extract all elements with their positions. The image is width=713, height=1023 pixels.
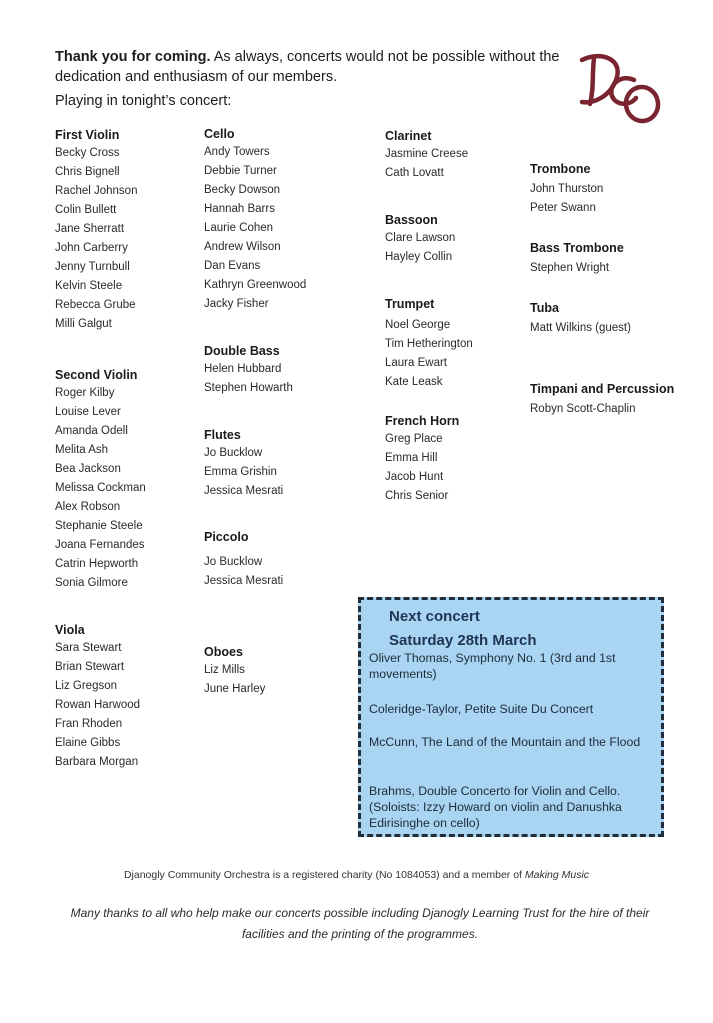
member-name: Colin Bullett [55,204,117,216]
section-title: Piccolo [204,530,249,544]
member-name: Alex Robson [55,501,121,513]
member-name: Chris Bignell [55,166,120,178]
section-second-violin [55,367,146,593]
member-name: Laurie Cohen [204,222,274,234]
member-name: Sara Stewart [55,642,122,654]
charity-text: Djanogly Community Orchestra is a registered charity (No 1084053) and a member of [123,869,525,881]
member-name: Rowan Harwood [55,699,141,711]
intro-text: As always, concerts would not be possible without the dedication and enthusiasm of our members. [55,49,560,85]
section-timpani-percussion [530,381,674,419]
member-name: Joana Fernandes [55,539,145,551]
member-name: Hannah Barrs [204,203,275,215]
member-name: Stephanie Steele [55,520,143,532]
dco-logo [572,44,664,126]
member-name: Kate Leask [385,376,443,388]
member-name: Jacky Fisher [204,298,269,310]
section-title: Second Violin [55,368,138,382]
section-first-violin [55,127,137,334]
member-name: Fran Rhoden [55,718,123,730]
member-name: Jenny Turnbull [55,261,130,273]
section-title: Viola [55,623,85,637]
member-name: Emma Hill [385,452,438,464]
intro-bold: Thank you for coming. [55,49,211,65]
member-name: Laura Ewart [385,357,448,369]
section-title: Bassoon [385,213,438,227]
member-name: Liz Mills [204,664,245,676]
member-name: Chris Senior [385,490,449,502]
making-music-text: Making Music [524,869,590,881]
member-name: Bea Jackson [55,463,121,475]
member-name: Becky Cross [55,147,120,159]
member-name: Jasmine Creese [385,148,469,160]
member-name: Sonia Gilmore [55,577,128,589]
section-title: Flutes [204,428,241,442]
member-name: Stephen Howarth [204,382,293,394]
member-name: Andrew Wilson [204,241,281,253]
member-name: Melita Ash [55,444,109,456]
member-name: Jacob Hunt [385,471,444,483]
programme-item: Brahms, Double Concerto for Violin and Cello. (Soloists: Izzy Howard on violin and Danushka Edirisinghe on cello) [369,784,622,830]
member-name: Milli Galgut [55,318,112,330]
section-flutes [204,427,283,501]
member-name: Helen Hubbard [204,363,282,375]
section-bass-trombone [530,240,624,278]
dco-logo-icon [572,44,664,126]
member-name: Greg Place [385,433,443,445]
member-name: Stephen Wright [530,262,610,274]
section-title: Timpani and Percussion [530,382,675,396]
member-name: Jo Bucklow [204,556,263,568]
section-double-bass [204,343,293,398]
member-name: Kelvin Steele [55,280,123,292]
member-name: John Thurston [530,183,604,195]
section-title: Trumpet [385,297,435,311]
section-french-horn [385,413,459,506]
section-viola [55,622,140,772]
section-title: Double Bass [204,344,280,358]
member-name: Emma Grishin [204,466,277,478]
member-name: June Harley [204,683,266,695]
member-name: Noel George [385,319,451,331]
member-name: Elaine Gibbs [55,737,121,749]
next-concert-heading: Next concert [389,608,480,625]
section-title: French Horn [385,414,460,428]
member-name: Clare Lawson [385,232,456,244]
member-name: Amanda Odell [55,425,128,437]
section-title: Oboes [204,645,243,659]
member-name: Barbara Morgan [55,756,139,768]
next-concert-date: Saturday 28th March [389,632,537,649]
section-trumpet [385,296,473,392]
programme-item: Coleridge-Taylor, Petite Suite Du Concert [369,702,594,716]
member-name: Melissa Cockman [55,482,146,494]
member-name: Andy Towers [204,146,270,158]
section-title: Trombone [530,162,591,176]
member-name: Matt Wilkins (guest) [530,322,631,334]
member-name: Jane Sherratt [55,223,125,235]
member-name: Jessica Mesrati [204,575,284,587]
section-trombone [530,161,603,218]
member-name: Catrin Hepworth [55,558,139,570]
section-oboes [204,644,265,699]
member-name: Hayley Collin [385,251,453,263]
section-tuba [530,300,631,338]
member-name: John Carberry [55,242,128,254]
member-name: Rebecca Grube [55,299,136,311]
intro-playing-line: Playing in tonight’s concert: [55,93,232,109]
next-concert-box [358,597,664,837]
member-name: Tim Hetherington [385,338,473,350]
member-name: Jessica Mesrati [204,485,284,497]
section-title: First Violin [55,128,120,142]
charity-statement [0,869,713,881]
member-name: Jo Bucklow [204,447,263,459]
thanks-statement: Many thanks to all who help make our concerts possible including Djanogly Learning Trust for the hire of their facilities and the printing of the programmes. [70,906,650,941]
section-piccolo [204,529,283,591]
section-title: Bass Trombone [530,241,624,255]
intro-paragraph [55,47,575,111]
member-name: Louise Lever [55,406,121,418]
section-title: Tuba [530,301,559,315]
member-name: Peter Swann [530,202,596,214]
section-clarinet [385,128,468,183]
section-title: Clarinet [385,129,432,143]
section-bassoon [385,212,455,267]
member-name: Rachel Johnson [55,185,138,197]
member-name: Dan Evans [204,260,261,272]
member-name: Roger Kilby [55,387,115,399]
member-name: Debbie Turner [204,165,277,177]
section-cello [204,126,306,314]
member-name: Cath Lovatt [385,167,444,179]
member-name: Brian Stewart [55,661,125,673]
member-name: Becky Dowson [204,184,281,196]
member-name: Kathryn Greenwood [204,279,307,291]
section-title: Cello [204,127,235,141]
programme-item: McCunn, The Land of the Mountain and the Flood [369,735,641,749]
member-name: Liz Gregson [55,680,118,692]
member-name: Robyn Scott-Chaplin [530,403,636,415]
programme-item: Oliver Thomas, Symphony No. 1 (3rd and 1st movements) [369,651,616,681]
